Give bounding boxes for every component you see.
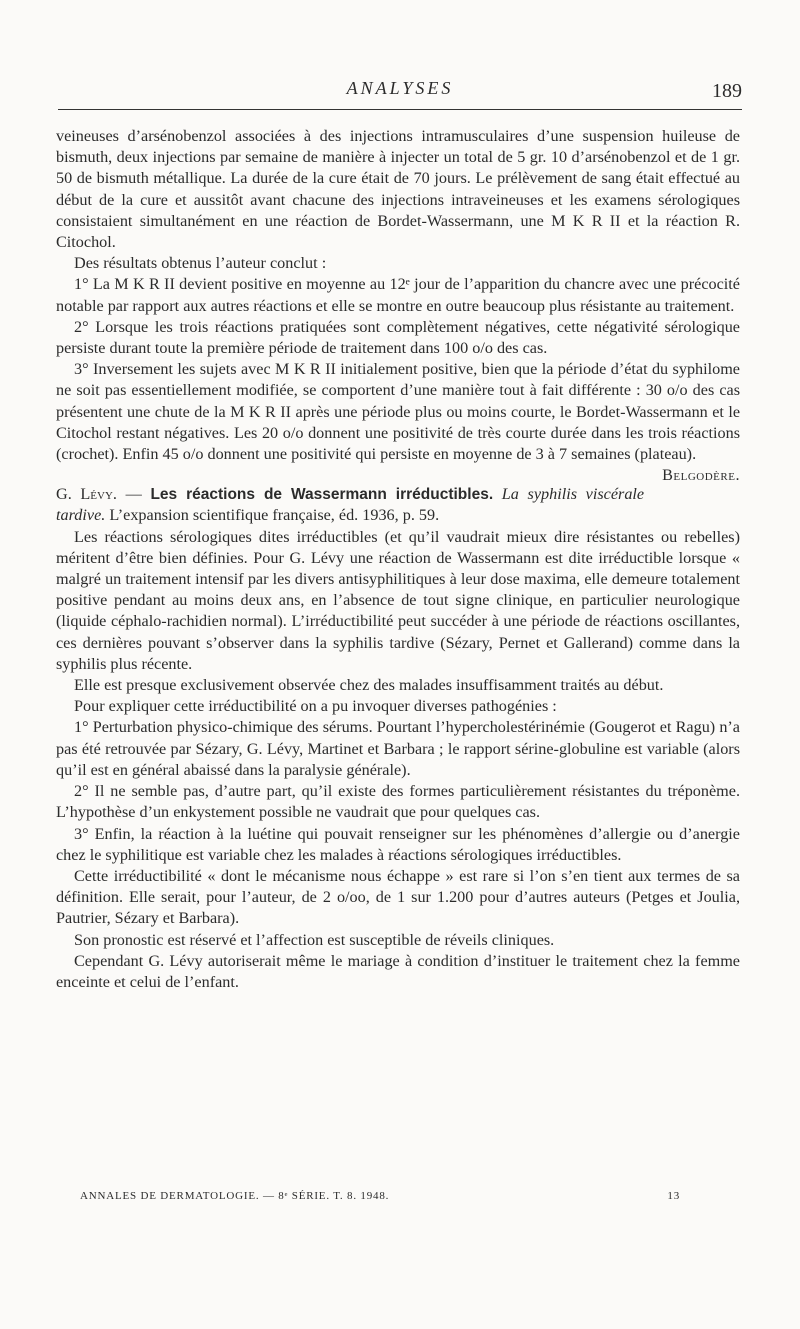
header-rule [58, 109, 742, 110]
review-author: G. Lévy. [56, 485, 117, 504]
paragraph: 2° Il ne semble pas, d’autre part, qu’il existe des formes particulièrement résistantes du tréponème. L’hypothèse d’un enkystement possible ne vaudrait que pour quelques cas. [56, 782, 740, 822]
paragraph: Son pronostic est réservé et l’affection est susceptible de réveils cliniques. [74, 930, 555, 949]
reviewer-signature: Belgodère. [662, 466, 740, 485]
paragraph: Pour expliquer cette irréductibilité on a pu invoquer diverses pathogénies : [74, 697, 557, 716]
review-heading [56, 484, 740, 526]
heading-dash: — [116, 485, 151, 504]
paragraph: 1° Perturbation physico-chimique des sérums. Pourtant l’hypercholestérinémie (Gougerot et Ragu) n’a pas été retrouvée par Sézary, G. Lévy, Martinet et Barbara ; le rapport sérine-globuline est variable (alors qu’il est en général abaissé dans la paralysie générale). [56, 718, 740, 779]
paragraph: Cependant G. Lévy autoriserait même le mariage à condition d’instituer le traitement chez la femme enceinte et celui de l’enfant. [56, 951, 740, 991]
page-number: 189 [712, 80, 742, 102]
paragraph: 1° La M K R II devient positive en moyenne au 12ᵉ jour de l’apparition du chancre avec une précocité notable par rapport aux autres réactions et elle se montre en outre beaucoup plus résistante au traitement. [56, 275, 740, 315]
paragraph [56, 359, 740, 485]
paragraph: Des résultats obtenus l’auteur conclut : [74, 254, 327, 273]
source-title: La syphilis viscérale tardive. [56, 485, 645, 525]
paragraph: 2° Lorsque les trois réactions pratiquées sont complètement négatives, cette négativité sérologique persiste durant toute la première période de traitement dans 100 o/o des cas. [56, 317, 740, 358]
paragraph: Cette irréductibilité « dont le mécanisme nous échappe » est rare si l’on s’en tient aux termes de sa définition. Elle serait, pour l’auteur, de 2 o/oo, de 1 sur 1.200 pour d’autres auteurs (Petges et Joulia, Pautrier, Sézary et Barbara). [56, 866, 740, 928]
running-title: ANALYSES [346, 78, 454, 98]
paragraph: Les réactions sérologiques dites irréductibles (et qu’il vaudrait mieux dire résistantes ou rebelles) méritent d’être bien définies. Pour G. Lévy une réaction de Wassermann est dite irréductible lorsque « malgré un traitement intensif par les divers antisyphilitiques à leur dose maxima, elle demeure totalement positive pendant au moins deux ans, en l’absence de tout signe clinique, en particulier neurologique (liquide céphalo-rachidien normal). L’irréductibilité peut succéder à une période de réactions oscillantes, ces dernières pouvant s’observer dans la syphilis tardive (Sézary, Pernet et Gallerand) comme dans la syphilis plus récente. [56, 527, 740, 673]
review-continued [56, 126, 740, 485]
review-title: Les réactions de Wassermann irréductibles. [150, 486, 494, 504]
page-footer [80, 1190, 680, 1202]
paragraph: Elle est presque exclusivement observée chez des malades insuffisamment traités au début. [74, 676, 664, 695]
review-levy [56, 484, 740, 993]
paragraph: veineuses d’arsénobenzol associées à des injections intramusculaires d’une suspension huileuse de bismuth, deux injections par semaine de manière à injecter un total de 5 gr. 10 d’arsénobenzol et de 1 gr. 50 de bismuth métallique. La durée de la cure était de 70 jours. Le prélèvement de sang était effectué au début de la cure et aussitôt avant chacune des injections intraveineuses et les examens sérologiques consistaient simultanément en une réaction de Bordet-Wassermann, une M K R II et la réaction R. Citochol. [56, 127, 740, 252]
paragraph-text: 3° Inversement les sujets avec M K R II initialement positive, bien que la période d’état du syphilome ne soit pas essentiellement modifiée, se comportent d’une manière tout à fait différente : 30 o/o des cas présentent une chute de la M K R II après une période plus ou moins courte, le Bordet-Wassermann et le Citochol restant négatives. Les 20 o/o donnent une positivité de très courte durée dans les trois réactions (crochet). Enfin 45 o/o donnent une positivité qui persiste en moyenne de 3 à 7 semaines (plateau). [56, 360, 740, 464]
page-body [56, 126, 740, 993]
sheet-number: 13 [667, 1190, 680, 1202]
page-header [58, 78, 742, 108]
journal-citation: ANNALES DE DERMATOLOGIE. — 8ᵉ SÉRIE. T. 8. 1948. [80, 1190, 390, 1202]
paragraph: 3° Enfin, la réaction à la luétine qui pouvait renseigner sur les phénomènes d’allergie ou d’anergie chez le syphilitique est variable chez les malades à réactions sérologiques irréductibles. [56, 824, 740, 864]
source-publisher: L’expansion scientifique française, éd. 1936, p. 59. [105, 506, 440, 525]
